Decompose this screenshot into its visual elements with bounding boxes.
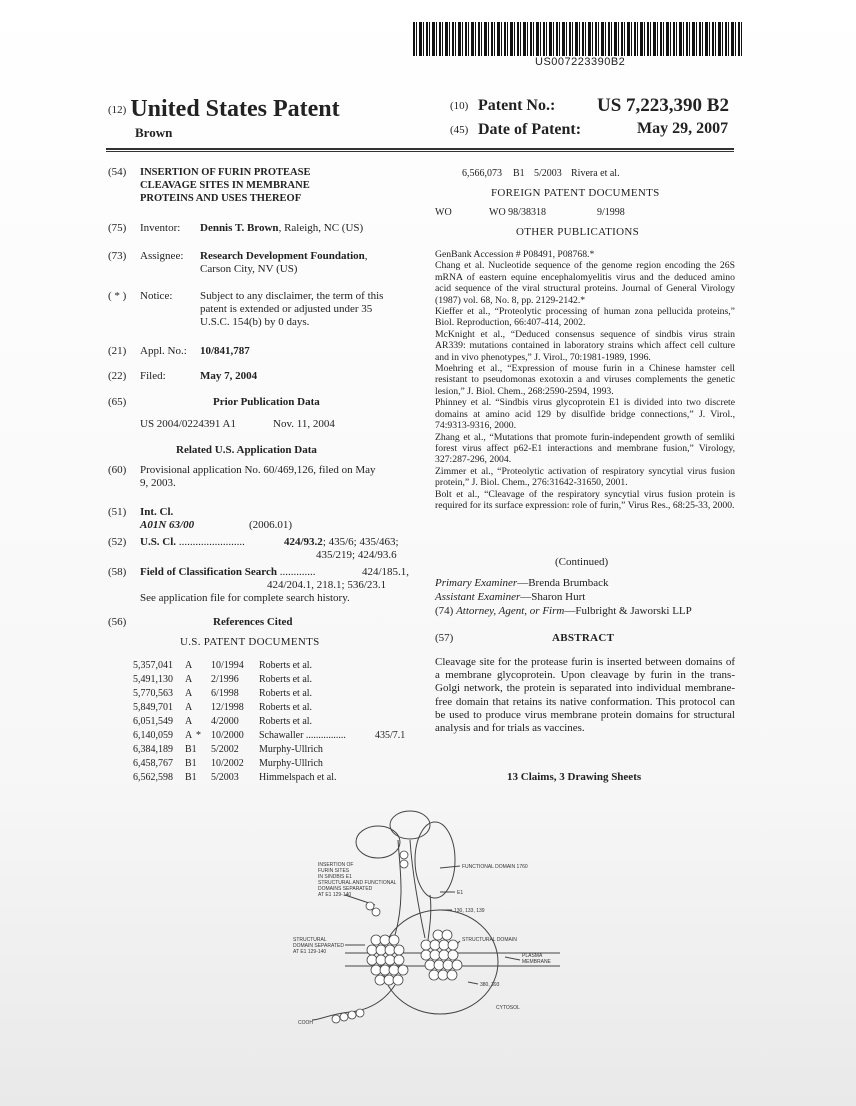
assignee-location: Carson City, NV (US) (200, 263, 298, 275)
bead (425, 960, 435, 970)
bead (367, 945, 377, 955)
bead (376, 955, 386, 965)
fig-label-plasma: PLASMA (522, 953, 543, 959)
fig-label-insertion: DOMAINS SEPARATED (318, 886, 373, 892)
leader-line (505, 957, 520, 960)
date-of-patent: May 29, 2007 (637, 120, 729, 137)
title-line: PROTEINS AND USES THEREOF (140, 193, 302, 204)
date-of-patent-label: Date of Patent: (478, 121, 582, 138)
fig-label-functional: FUNCTIONAL DOMAIN 1760 (462, 864, 528, 870)
appl-label: Appl. No.: (140, 345, 187, 357)
int-cl-year: (2006.01) (249, 519, 293, 531)
us-cl-rest: ; 435/6; 435/463; (322, 536, 399, 548)
inid-code-10: (10) (450, 100, 469, 112)
fig-label-e1: E1 (457, 890, 464, 896)
inid-code-65: (65) (108, 396, 127, 408)
foreign-country: WO (435, 207, 452, 218)
field-search-line1: 424/185.1, (362, 566, 410, 578)
field-search-note: See application file for complete search history. (140, 592, 350, 604)
bead (394, 945, 404, 955)
assignee-comma: , (364, 250, 368, 262)
list-item: Moehring et al., “Expression of mouse furin in a Chinese hamster cell resistant to pseudomonas exotoxin a and viruses complements the genetic lesion,” J. Biol. Chem., 268:2590-2594, 1993. (435, 363, 735, 397)
bead (380, 935, 390, 945)
bead (439, 940, 449, 950)
list-item: Kieffer et al., “Proteolytic processing of human zona pellucida proteins,” Biol. Reproduction, 66:407-414, 2002. (435, 306, 735, 329)
provisional-line: 9, 2003. (140, 477, 176, 489)
fig-label-structural-right: STRUCTURAL DOMAIN (462, 937, 517, 943)
us-cl-dots: ........................ (178, 536, 245, 548)
bead (429, 970, 439, 980)
drawing-loop (415, 822, 455, 898)
bead (448, 940, 458, 950)
assignee-name: Research Development Foundation (200, 250, 365, 262)
inid-code-12: (12) (108, 104, 127, 116)
us-patent-docs-heading: U.S. PATENT DOCUMENTS (180, 636, 320, 648)
bead (398, 965, 408, 975)
references-heading: References Cited (213, 616, 293, 628)
drawing-loop (356, 826, 400, 858)
appl-number: 10/841,787 (200, 345, 250, 357)
bead (439, 950, 449, 960)
bead (448, 950, 458, 960)
bead (372, 908, 380, 916)
inventor-name: Dennis T. Brown (200, 222, 279, 234)
title-line: CLEAVAGE SITES IN MEMBRANE (140, 180, 310, 191)
inid-code-22: (22) (108, 370, 127, 382)
inid-code-52: (52) (108, 536, 127, 548)
bead (385, 955, 395, 965)
int-cl-class: A01N 63/00 (140, 519, 195, 531)
attorney-label: Attorney, Agent, or Firm (456, 605, 565, 617)
inid-code-21: (21) (108, 345, 127, 357)
bead (389, 965, 399, 975)
fig-label-residues: 380, 393 (480, 982, 500, 988)
notice-label: Notice: (140, 290, 173, 302)
fig-label-plasma: MEMBRANE (522, 959, 551, 965)
list-item: Zimmer et al., “Proteolytic activation of respiratory syncytial virus fusion protein,” J. Biol. Chem., 276:31642-31650, 2001. (435, 465, 735, 489)
field-search-dots: ............. (279, 566, 316, 578)
bead (371, 935, 381, 945)
fig-label-structural-left: DOMAIN SEPARATED (293, 943, 344, 949)
inid-code-60: (60) (108, 464, 127, 476)
related-application-heading: Related U.S. Application Data (176, 444, 317, 456)
bead (340, 1013, 348, 1021)
bead (430, 950, 440, 960)
bead (394, 955, 404, 965)
fig-label-cooh: COOH (298, 1020, 313, 1026)
inid-code-56: (56) (108, 616, 127, 628)
list-item: Phinney et al. “Sindbis virus glycoprotein E1 is divided into two discrete domains at amino acid 129 by disulfide bridge connections,” J. Virol., 74:9313-9316, 2000. (435, 397, 735, 432)
bead (375, 975, 385, 985)
bead (433, 930, 443, 940)
patent-number: US 7,223,390 B2 (597, 95, 729, 116)
inid-code-58: (58) (108, 566, 127, 578)
document-type-title: United States Patent (130, 96, 340, 122)
assistant-examiner-name: —Sharon Hurt (520, 591, 586, 603)
fig-label-insertion: IN SINDBIS E1 (318, 874, 352, 880)
fig-label-structural-left: STRUCTURAL (293, 937, 327, 943)
bead (421, 940, 431, 950)
notice-line: U.S.C. 154(b) by 0 days. (200, 316, 310, 328)
bead (447, 970, 457, 980)
notice-line: Subject to any disclaimer, the term of this (200, 290, 384, 302)
attorney-name: —Fulbright & Jaworski LLP (564, 605, 692, 617)
inid-code-57: (57) (435, 632, 454, 644)
int-cl-label: Int. Cl. (140, 506, 174, 518)
primary-examiner-label: Primary Examiner (435, 577, 518, 589)
filed-label: Filed: (140, 370, 166, 382)
drawing-loop (390, 811, 430, 839)
abstract-heading: ABSTRACT (552, 632, 615, 644)
notice-line: patent is extended or adjusted under 35 (200, 303, 373, 315)
fig-label-insertion: INSERTION OF (318, 862, 354, 868)
abstract-text: Cleavage site for the protease furin is inserted between domains of a membrane glycoprotein. Upon cleavage by furin in the trans-Golgi network, the protein is separated into individual membrane-free domain that retains its native conformation. This protocol can be used to produce virus membrane protein domains for structural analysis and for trials as vaccines. (435, 656, 735, 735)
inventor-label: Inventor: (140, 222, 181, 234)
prior-publication-heading: Prior Publication Data (213, 396, 320, 408)
fig-label-cytosol: CYTOSOL (496, 1005, 520, 1011)
fig-label-insertion: FURIN SITES (318, 868, 350, 874)
other-publications-heading: OTHER PUBLICATIONS (516, 226, 640, 238)
drawing-strand (428, 895, 431, 940)
list-item: Chang et al. Nucleotide sequence of the genome region encoding the 26S mRNA of eastern equine encephalomyelitis virus and the deduced amino acid sequence of the viral structural proteins. Journal of General Virology (1987) vol. 68, No. 8, pp. 2129-2142.* (435, 260, 735, 306)
bead (356, 1009, 364, 1017)
us-cl-line2: 435/219; 424/93.6 (316, 549, 397, 561)
foreign-number: WO 98/38318 (489, 207, 546, 218)
bead (380, 965, 390, 975)
provisional-line: Provisional application No. 60/469,126, filed on May (140, 464, 376, 476)
inid-code-74: (74) (435, 605, 454, 617)
leader-line (468, 982, 478, 984)
bead (376, 945, 386, 955)
filed-date: May 7, 2004 (200, 370, 258, 382)
inid-code-45: (45) (450, 124, 469, 136)
inventor-surname: Brown (135, 125, 173, 140)
continued-note: (Continued) (555, 556, 609, 568)
field-search-label: Field of Classification Search (140, 566, 277, 578)
bead (442, 930, 452, 940)
bead (366, 902, 374, 910)
list-item: Zhang et al., “Mutations that promote furin-independent growth of semliki forest virus affect p62-E1 interactions and membrane fusion,” Virology, 327:287-296, 2004. (435, 431, 735, 466)
bead (434, 960, 444, 970)
bead (421, 950, 431, 960)
bead (384, 975, 394, 985)
bead (443, 960, 453, 970)
inid-code-73: (73) (108, 250, 127, 262)
bead (332, 1015, 340, 1023)
bead (400, 860, 408, 868)
field-search-line2: 424/204.1, 218.1; 536/23.1 (267, 579, 387, 591)
us-cl-main: 424/93.2 (284, 536, 323, 548)
drawing-strand (410, 840, 425, 938)
title-line: INSERTION OF FURIN PROTEASE (140, 167, 311, 178)
inid-code-54: (54) (108, 166, 127, 178)
bead (452, 960, 462, 970)
foreign-date: 9/1998 (597, 207, 625, 218)
foreign-docs-heading: FOREIGN PATENT DOCUMENTS (491, 187, 660, 199)
list-item: GenBank Accession # P08491, P08768.* (435, 249, 595, 260)
primary-examiner-name: —Brenda Brumback (517, 577, 609, 589)
fig-label-structural-left: AT E1 129-140 (293, 949, 327, 955)
list-item: Bolt et al., “Cleavage of the respiratory syncytial virus fusion protein is required for its surface expression: role of furin,” Virus Res., 68:25-33, 2000. (435, 488, 735, 511)
patent-no-label: Patent No.: (478, 97, 556, 114)
bead (371, 965, 381, 975)
leader-line (440, 866, 460, 868)
bead (438, 970, 448, 980)
fig-label-insertion: AT E1 129-140 (318, 892, 352, 898)
barcode-number: US007223390B2 (535, 56, 626, 68)
patent-page: US007223390B2 (12) United States Patent Brown (10) Patent No.: US 7,223,390 B2 (45) Date of Patent: May 29, 2007 (54) INSERTION OF FURIN PROTEASE CLEAVAGE SITES IN MEMBRANE PROTEINS AND USES THEREOF (75) Inventor: Dennis T. Brown, Raleigh, NC (US) (73) Assignee: Research Development Foundation, Carson City, NV (US) ( * ) Notice: Subject to any disclaimer, the term of this patent is extended or adjusted under 35 U.S.C. 154(b) by 0 days. (21) Appl. No.: 10/841,787 (22) Filed: May 7, 2004 (65) Prior Publication Data US 2004/0224391 A1 Nov. 11, 2004 Related U.S. Application Data (60) Provisional application No. 60/469,126, filed on May 9, 2003. (51) Int. Cl. A01N 63/00 (2006.01) (52) U.S. Cl. ........................ 424/93.2; 435/6; 435/463; 435/219; 424/93.6 (58) Field of Classification Search ............. 424/185.1, 424/204.1, 218.1; 536/23.1 See application file for complete search history. (56) References Cited U.S. PATENT DOCUMENTS 5,357,041 A 10/1994 Roberts et al. 5,491,130 A 2/1996 Roberts et al. 5,770,563 A 6/1998 Roberts et al. 5,849,701 A 12/1998 Roberts et al. 6,051,549 A 4/2000 Roberts et al. 6,140,059 A * 10/2000 Schawaller ................ 435/7.1 6,384,189 B1 5/2002 Murphy-Ullrich 6,458,767 B1 10/2002 Murphy-Ullrich 6,562,598 B1 5/2003 Himmelspach et al. 6,566,073 B1 5/2003 Rivera et al. FOREIGN PATENT DOCUMENTS WO WO 98/38318 9/1998 OTHER PUBLICATIONS GenBank Accession # P08491, P08768.* Chang et al. Nucleotide sequence of the genome region encoding the 26S mRNA of eastern equine encephalomyelitis virus and the deduced amino acid sequence of the viral structural proteins. Journal of General Virology (1987) vol. 68, No. 8, pp. 2129-2142.* Kieffer et al., “Proteolytic processing of human zona pellucida proteins,” Biol. Reproduction, 66:407-414, 2002. McKnight et al., “Deduced consensus sequence of sindbis virus strain AR339: mutations contained in laboratory strains which affect cell culture and in vivo phenotypes,” J. Virol., 70:1981-1989, 1996. Moehring et al., “Expression of mouse furin in a Chinese hamster cell resistant to pseudomonas exotoxin a and viruses complements the genetic lesion,” J. Biol. Chem., 268:2590-2594, 1993. Phinney et al. “Sindbis virus glycoprotein E1 is divided into two discrete domains at amino acid 129 by disulfide bridge connections,” J. Virol., 74:9313-9316, 2000. Zhang et al., “Mutations that promote furin-independent growth of semliki forest virus affect p62-E1 interactions and membrane fusion,” Virology, 327:287-296, 2004. Zimmer et al., “Proteolytic activation of respiratory syncytial virus fusion protein,” J. Biol. Chem., 276:31642-31650, 2001. Bolt et al., “Cleavage of the respiratory syncytial virus fusion protein is required for its surface expression: role of furin,” Virus Res., 68:25-33, 2000. (Continued) Primary Examiner—Brenda Brumback Assistant Examiner—Sharon Hurt (74) Attorney, Agent, or Firm—Fulbright & Jaworski LLP (57) ABSTRACT Cleavage site for the protease furin is inserted between domains of a membrane glycoprotein. Upon cleavage by furin in the trans-Golgi network, the protein is separated into individual membrane-free domain that retains its native conformation. This protocol can be used to produce virus membrane protein domains for structural analysis and for trials as vaccines. 13 Claims, 3 Drawing Sheets INSERTION OF FURIN SITES IN SINDBIS E1 STRUCTURAL AND FUNCTIONAL DOMAINS SEPARATED AT E1 129-140 FUNCTIONAL DOMAIN 1760 E1 130, 133, 139 STRUCTURAL DOMAIN SEPARATED AT E1 129-140 STRUCTURAL DOMAIN PLASMA MEMBRANE 380, 393 CYTOSOL COOH (0, 0, 856, 1106)
bead (385, 945, 395, 955)
bead (389, 935, 399, 945)
prior-publication-date: Nov. 11, 2004 (273, 418, 335, 430)
bead (400, 851, 408, 859)
bead (348, 1011, 356, 1019)
inid-code-75: (75) (108, 222, 127, 234)
prior-publication-number: US 2004/0224391 A1 (140, 418, 236, 430)
fig-label-sites: 130, 133, 139 (454, 908, 485, 914)
bead (367, 955, 377, 965)
assignee-label: Assignee: (140, 250, 184, 262)
bead (430, 940, 440, 950)
notice-code: ( * ) (108, 290, 127, 302)
us-cl-label: U.S. Cl. (140, 536, 177, 548)
claims-summary: 13 Claims, 3 Drawing Sheets (507, 771, 642, 783)
inventor-location: , Raleigh, NC (US) (278, 222, 364, 234)
fig-label-insertion: STRUCTURAL AND FUNCTIONAL (318, 880, 397, 886)
list-item: McKnight et al., “Deduced consensus sequence of sindbis virus strain AR339: mutations contained in laboratory strains which affect cell culture and in vivo phenotypes,” J. Virol., 70:1981-1989, 1996. (435, 328, 735, 363)
bead (393, 975, 403, 985)
assistant-examiner-label: Assistant Examiner (435, 591, 521, 603)
inid-code-51: (51) (108, 506, 127, 518)
